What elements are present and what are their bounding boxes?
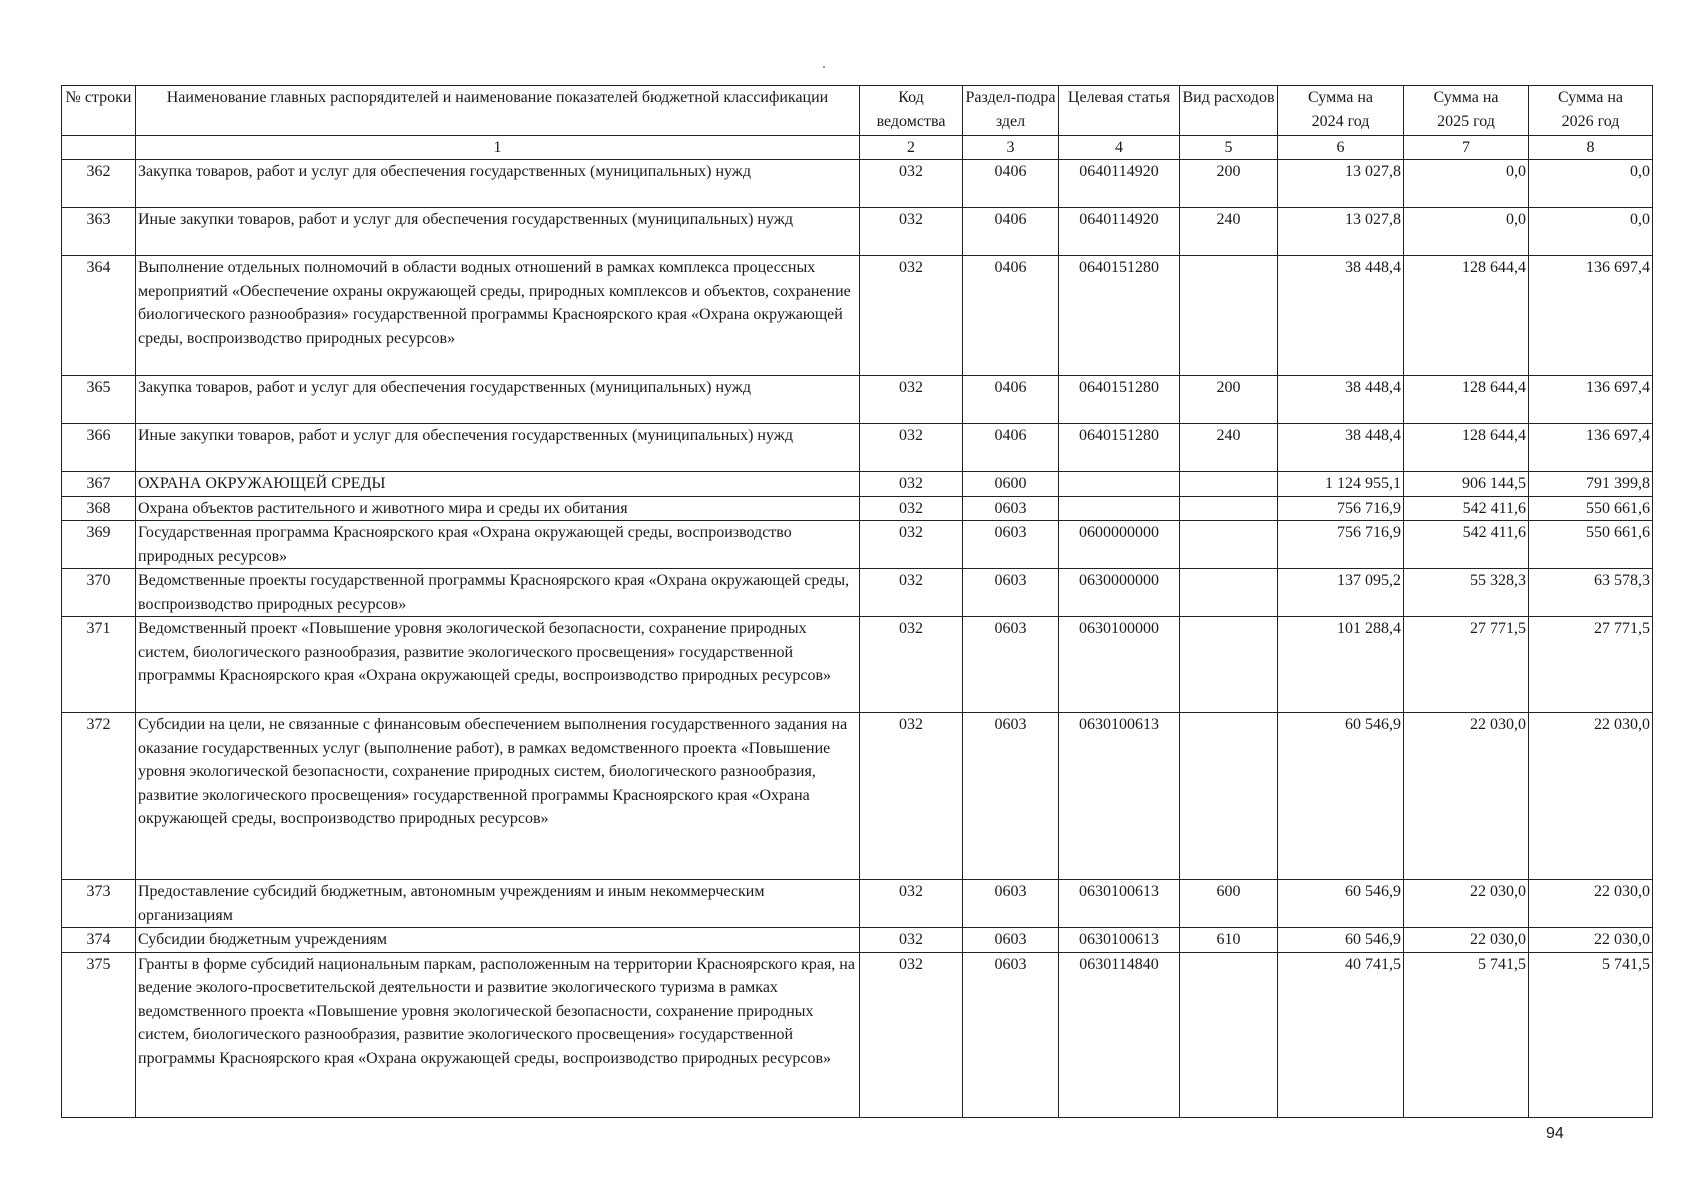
row-sum-2025-cell: 55 328,3	[1404, 569, 1529, 617]
row-sum-2025-cell: 128 644,4	[1404, 376, 1529, 424]
row-sum-2024-cell: 756 716,9	[1278, 521, 1404, 569]
row-sum-2024-cell: 60 546,9	[1278, 880, 1404, 928]
row-exp-type-cell: 200	[1180, 160, 1278, 208]
row-sum-2025-cell: 0,0	[1404, 160, 1529, 208]
budget-table	[61, 85, 1653, 1118]
row-sum-2025-cell: 542 411,6	[1404, 496, 1529, 521]
table-row	[62, 208, 1653, 256]
row-sum-2025-cell: 22 030,0	[1404, 713, 1529, 880]
row-dept-code-cell: 032	[860, 424, 963, 472]
row-dept-code-cell: 032	[860, 569, 963, 617]
row-target-cell: 0640114920	[1059, 160, 1180, 208]
header-name: Наименование главных распорядителей и наименование показателей бюджетной классификации	[136, 86, 860, 136]
row-dept-code-cell: 032	[860, 952, 963, 1117]
row-sum-2025-cell: 128 644,4	[1404, 424, 1529, 472]
row-sum-2026-cell: 550 661,6	[1529, 521, 1653, 569]
row-section-cell: 0406	[963, 208, 1059, 256]
row-target-cell	[1059, 472, 1180, 497]
row-exp-type-cell	[1180, 952, 1278, 1117]
header-row	[62, 86, 1653, 136]
row-sum-2026-cell: 22 030,0	[1529, 713, 1653, 880]
row-number-cell: 367	[62, 472, 136, 497]
row-sum-2026-cell: 791 399,8	[1529, 472, 1653, 497]
row-dept-code-cell: 032	[860, 713, 963, 880]
table-row	[62, 880, 1653, 928]
row-sum-2024-cell: 1 124 955,1	[1278, 472, 1404, 497]
row-sum-2026-cell: 0,0	[1529, 208, 1653, 256]
row-number-cell: 364	[62, 256, 136, 376]
row-number-cell: 368	[62, 496, 136, 521]
row-name-cell: Выполнение отдельных полномочий в области водных отношений в рамках комплекса процессных мероприятий «Обеспечение охраны окружающей среды, природных комплексов и объектов, сохранение биологического разнообразия» государственной программы Красноярского края «Охрана окружающей среды, воспроизводство природных ресурсов»	[136, 256, 860, 376]
row-sum-2024-cell: 60 546,9	[1278, 713, 1404, 880]
row-sum-2025-cell: 22 030,0	[1404, 928, 1529, 953]
column-number: 1	[136, 136, 860, 160]
row-sum-2025-cell: 27 771,5	[1404, 617, 1529, 713]
row-target-cell: 0600000000	[1059, 521, 1180, 569]
page-number: 94	[1546, 1125, 1564, 1142]
row-target-cell: 0630114840	[1059, 952, 1180, 1117]
header-exp-type: Вид расходов	[1180, 86, 1278, 136]
row-exp-type-cell	[1180, 569, 1278, 617]
table-row	[62, 952, 1653, 1117]
row-section-cell: 0406	[963, 160, 1059, 208]
header-section: Раздел-подраздел	[963, 86, 1059, 136]
row-sum-2024-cell: 13 027,8	[1278, 160, 1404, 208]
row-dept-code-cell: 032	[860, 376, 963, 424]
row-sum-2024-cell: 38 448,4	[1278, 424, 1404, 472]
column-number-row	[62, 136, 1653, 160]
row-sum-2024-cell: 756 716,9	[1278, 496, 1404, 521]
row-name-cell: Закупка товаров, работ и услуг для обеспечения государственных (муниципальных) нужд	[136, 376, 860, 424]
row-number-cell: 363	[62, 208, 136, 256]
header-sum-2026: Сумма на 2026 год	[1529, 86, 1653, 136]
column-number: 7	[1404, 136, 1529, 160]
row-sum-2026-cell: 5 741,5	[1529, 952, 1653, 1117]
row-section-cell: 0603	[963, 617, 1059, 713]
row-sum-2026-cell: 27 771,5	[1529, 617, 1653, 713]
row-name-cell: Закупка товаров, работ и услуг для обеспечения государственных (муниципальных) нужд	[136, 160, 860, 208]
row-number-cell: 365	[62, 376, 136, 424]
row-exp-type-cell	[1180, 496, 1278, 521]
scan-dot	[823, 66, 825, 68]
row-sum-2026-cell: 136 697,4	[1529, 376, 1653, 424]
row-sum-2024-cell: 13 027,8	[1278, 208, 1404, 256]
table-row	[62, 713, 1653, 880]
column-number: 3	[963, 136, 1059, 160]
row-target-cell: 0640151280	[1059, 424, 1180, 472]
row-exp-type-cell: 240	[1180, 424, 1278, 472]
row-number-cell: 373	[62, 880, 136, 928]
row-sum-2025-cell: 22 030,0	[1404, 880, 1529, 928]
row-section-cell: 0406	[963, 256, 1059, 376]
column-number: 2	[860, 136, 963, 160]
row-name-cell: Ведомственные проекты государственной программы Красноярского края «Охрана окружающей среды, воспроизводство природных ресурсов»	[136, 569, 860, 617]
row-sum-2025-cell: 906 144,5	[1404, 472, 1529, 497]
row-sum-2024-cell: 137 095,2	[1278, 569, 1404, 617]
row-section-cell: 0603	[963, 713, 1059, 880]
header-target: Целевая статья	[1059, 86, 1180, 136]
row-sum-2026-cell: 22 030,0	[1529, 928, 1653, 953]
row-target-cell: 0640114920	[1059, 208, 1180, 256]
row-sum-2024-cell: 101 288,4	[1278, 617, 1404, 713]
row-sum-2024-cell: 40 741,5	[1278, 952, 1404, 1117]
row-exp-type-cell	[1180, 521, 1278, 569]
row-section-cell: 0603	[963, 569, 1059, 617]
row-dept-code-cell: 032	[860, 208, 963, 256]
row-exp-type-cell	[1180, 713, 1278, 880]
row-section-cell: 0406	[963, 424, 1059, 472]
table-row	[62, 376, 1653, 424]
row-dept-code-cell: 032	[860, 160, 963, 208]
row-sum-2026-cell: 136 697,4	[1529, 424, 1653, 472]
row-name-cell: ОХРАНА ОКРУЖАЮЩЕЙ СРЕДЫ	[136, 472, 860, 497]
column-number: 8	[1529, 136, 1653, 160]
row-target-cell: 0630100613	[1059, 928, 1180, 953]
table-row	[62, 472, 1653, 497]
row-dept-code-cell: 032	[860, 496, 963, 521]
row-name-cell: Субсидии бюджетным учреждениям	[136, 928, 860, 953]
row-number-cell: 372	[62, 713, 136, 880]
row-exp-type-cell: 600	[1180, 880, 1278, 928]
row-number-cell: 370	[62, 569, 136, 617]
row-sum-2026-cell: 136 697,4	[1529, 256, 1653, 376]
header-dept-code: Код ведомства	[860, 86, 963, 136]
row-sum-2024-cell: 38 448,4	[1278, 256, 1404, 376]
row-number-cell: 371	[62, 617, 136, 713]
row-number-cell: 362	[62, 160, 136, 208]
table-row	[62, 256, 1653, 376]
table-row	[62, 160, 1653, 208]
row-dept-code-cell: 032	[860, 880, 963, 928]
row-sum-2024-cell: 60 546,9	[1278, 928, 1404, 953]
row-dept-code-cell: 032	[860, 472, 963, 497]
row-sum-2026-cell: 550 661,6	[1529, 496, 1653, 521]
row-exp-type-cell: 200	[1180, 376, 1278, 424]
row-name-cell: Гранты в форме субсидий национальным паркам, расположенным на территории Красноярского края, на ведение эколого-просветительской деятельности и развитие экологического туризма в рамках ведомственного проекта «Повышение уровня экологической безопасности, сохранение природных систем, биологического разнообразия, развитие экологического просвещения» государственной программы Красноярского края «Охрана окружающей среды, воспроизводство природных ресурсов»	[136, 952, 860, 1117]
row-name-cell: Ведомственный проект «Повышение уровня экологической безопасности, сохранение природных систем, биологического разнообразия, развитие экологического просвещения» государственной программы Красноярского края «Охрана окружающей среды, воспроизводство природных ресурсов»	[136, 617, 860, 713]
row-name-cell: Предоставление субсидий бюджетным, автономным учреждениям и иным некоммерческим организациям	[136, 880, 860, 928]
row-target-cell: 0630100613	[1059, 713, 1180, 880]
row-target-cell: 0630000000	[1059, 569, 1180, 617]
row-target-cell: 0640151280	[1059, 376, 1180, 424]
row-section-cell: 0406	[963, 376, 1059, 424]
row-number-cell: 374	[62, 928, 136, 953]
row-exp-type-cell: 610	[1180, 928, 1278, 953]
table-row	[62, 928, 1653, 953]
table-row	[62, 496, 1653, 521]
row-target-cell: 0630100613	[1059, 880, 1180, 928]
row-exp-type-cell	[1180, 617, 1278, 713]
row-number-cell: 375	[62, 952, 136, 1117]
row-dept-code-cell: 032	[860, 617, 963, 713]
row-sum-2025-cell: 542 411,6	[1404, 521, 1529, 569]
row-number-cell: 366	[62, 424, 136, 472]
row-name-cell: Иные закупки товаров, работ и услуг для обеспечения государственных (муниципальных) нужд	[136, 208, 860, 256]
row-dept-code-cell: 032	[860, 928, 963, 953]
row-number-cell: 369	[62, 521, 136, 569]
row-section-cell: 0603	[963, 952, 1059, 1117]
row-sum-2026-cell: 63 578,3	[1529, 569, 1653, 617]
row-name-cell: Субсидии на цели, не связанные с финансовым обеспечением выполнения государственного задания на оказание государственных услуг (выполнение работ), в рамках ведомственного проекта «Повышение уровня экологической безопасности, сохранение природных систем, биологического разнообразия, развитие экологического просвещения» государственной программы Красноярского края «Охрана окружающей среды, воспроизводство природных ресурсов»	[136, 713, 860, 880]
row-section-cell: 0603	[963, 928, 1059, 953]
table-row	[62, 569, 1653, 617]
row-sum-2026-cell: 22 030,0	[1529, 880, 1653, 928]
row-target-cell: 0640151280	[1059, 256, 1180, 376]
row-sum-2024-cell: 38 448,4	[1278, 376, 1404, 424]
row-exp-type-cell	[1180, 472, 1278, 497]
row-exp-type-cell	[1180, 256, 1278, 376]
table-row	[62, 424, 1653, 472]
row-target-cell: 0630100000	[1059, 617, 1180, 713]
column-number: 4	[1059, 136, 1180, 160]
row-name-cell: Охрана объектов растительного и животного мира и среды их обитания	[136, 496, 860, 521]
row-dept-code-cell: 032	[860, 256, 963, 376]
header-sum-2025: Сумма на 2025 год	[1404, 86, 1529, 136]
row-dept-code-cell: 032	[860, 521, 963, 569]
header-row-no: № строки	[62, 86, 136, 136]
row-sum-2025-cell: 5 741,5	[1404, 952, 1529, 1117]
column-number: 6	[1278, 136, 1404, 160]
row-section-cell: 0603	[963, 880, 1059, 928]
row-sum-2025-cell: 128 644,4	[1404, 256, 1529, 376]
row-name-cell: Государственная программа Красноярского края «Охрана окружающей среды, воспроизводство природных ресурсов»	[136, 521, 860, 569]
row-target-cell	[1059, 496, 1180, 521]
row-section-cell: 0600	[963, 472, 1059, 497]
column-number	[62, 136, 136, 160]
table-row	[62, 617, 1653, 713]
row-section-cell: 0603	[963, 521, 1059, 569]
column-number: 5	[1180, 136, 1278, 160]
row-name-cell: Иные закупки товаров, работ и услуг для обеспечения государственных (муниципальных) нужд	[136, 424, 860, 472]
table-row	[62, 521, 1653, 569]
row-sum-2026-cell: 0,0	[1529, 160, 1653, 208]
row-section-cell: 0603	[963, 496, 1059, 521]
header-sum-2024: Сумма на 2024 год	[1278, 86, 1404, 136]
row-sum-2025-cell: 0,0	[1404, 208, 1529, 256]
row-exp-type-cell: 240	[1180, 208, 1278, 256]
